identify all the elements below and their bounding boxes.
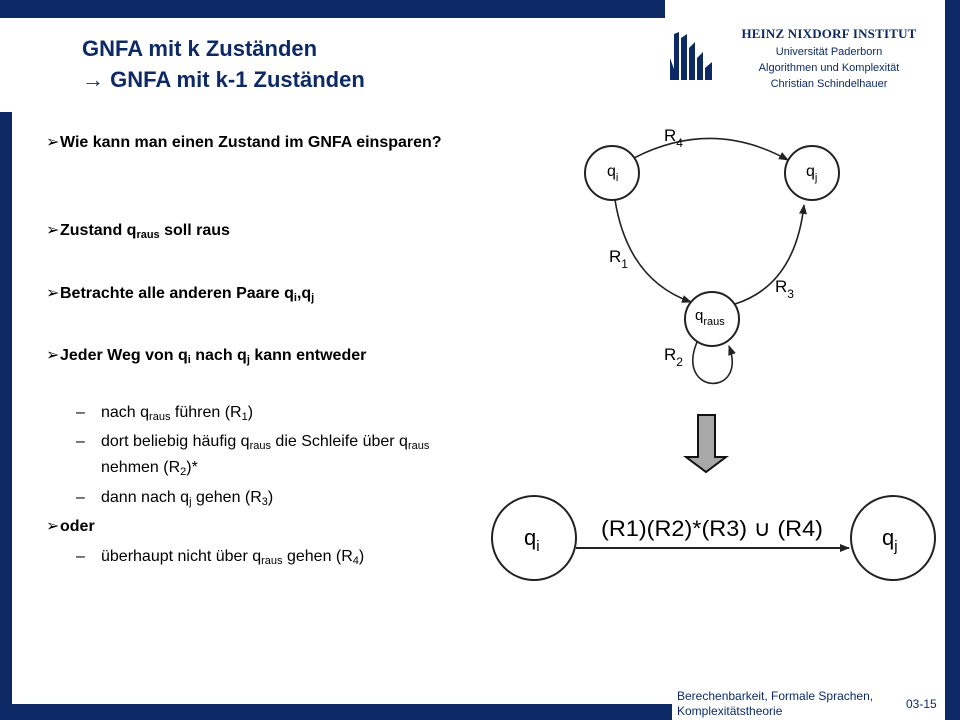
bullet-1: ➢ Wie kann man einen Zustand im GNFA einsparen? <box>46 134 442 151</box>
subitem-2: – dort beliebig häufig $q_{raus}$ die Schleife über $q_{raus}$ nehmen $(R_2)*$ <box>76 433 430 478</box>
edge-r3-label: $R_3$ <box>775 277 794 301</box>
subitem-1: – nach $q_{raus}$ führen $(R_1)$ <box>76 404 254 423</box>
node-qj-label: $q_j$ <box>806 163 818 184</box>
result-edge-label: (R1)(R2)*(R3) ∪ (R4) <box>601 516 823 541</box>
result-node-qj-label: $q_j$ <box>882 525 898 555</box>
university-name: Universität Paderborn <box>775 46 883 58</box>
edge-r2-loop <box>693 342 732 383</box>
footer-course <box>677 689 873 719</box>
edge-r4 <box>634 138 788 160</box>
edge-r1 <box>615 200 691 302</box>
subitem-3: – dann nach $q_j$ gehen $(R_3)$ <box>76 489 274 508</box>
page-number: 03-15 <box>906 697 937 711</box>
edge-r4-label: $R_4$ <box>664 126 683 150</box>
title-arrow: → <box>82 67 104 92</box>
institute-name: HEINZ NIXDORF INSTITUT <box>741 26 917 41</box>
transform-arrow-icon <box>686 415 726 472</box>
bullet-2: ➢ Zustand $q_{raus}$ soll raus <box>46 222 230 241</box>
bullet-arrow-icon: ➢ <box>46 518 60 535</box>
author-name: Christian Schindelhauer <box>770 78 888 90</box>
node-qi-label: $q_i$ <box>607 163 619 184</box>
result-node-qi-label: $q_i$ <box>524 525 540 555</box>
bullet-4: ➢ Jeder Weg von $q_i$ nach $q_j$ kann entweder <box>46 347 367 366</box>
title-line-2-text: GNFA mit k-1 Zuständen <box>110 67 365 92</box>
title-line-1: GNFA mit k Zuständen <box>82 36 318 61</box>
bullet-3: ➢ Betrachte alle anderen Paare $q_i,q_j$ <box>46 285 315 304</box>
bullet-arrow-icon: ➢ <box>46 222 60 239</box>
bullet-5: ➢ oder <box>46 518 95 535</box>
edge-r2-label: $R_2$ <box>664 345 683 369</box>
footer-line-1: Berechenbarkeit, Formale Sprachen, <box>677 689 874 703</box>
bullet-arrow-icon: ➢ <box>46 134 60 151</box>
footer-line-2: Komplexitätstheorie <box>677 704 783 718</box>
group-name: Algorithmen und Komplexität <box>758 62 900 74</box>
edge-r1-label: $R_1$ <box>609 247 628 271</box>
node-qraus-label: $q_{raus}$ <box>695 307 725 328</box>
bullet-arrow-icon: ➢ <box>46 285 60 302</box>
bullet-arrow-icon: ➢ <box>46 347 60 364</box>
subitem-4: – überhaupt nicht über $q_{raus}$ gehen $(R_4)$ <box>76 548 365 567</box>
